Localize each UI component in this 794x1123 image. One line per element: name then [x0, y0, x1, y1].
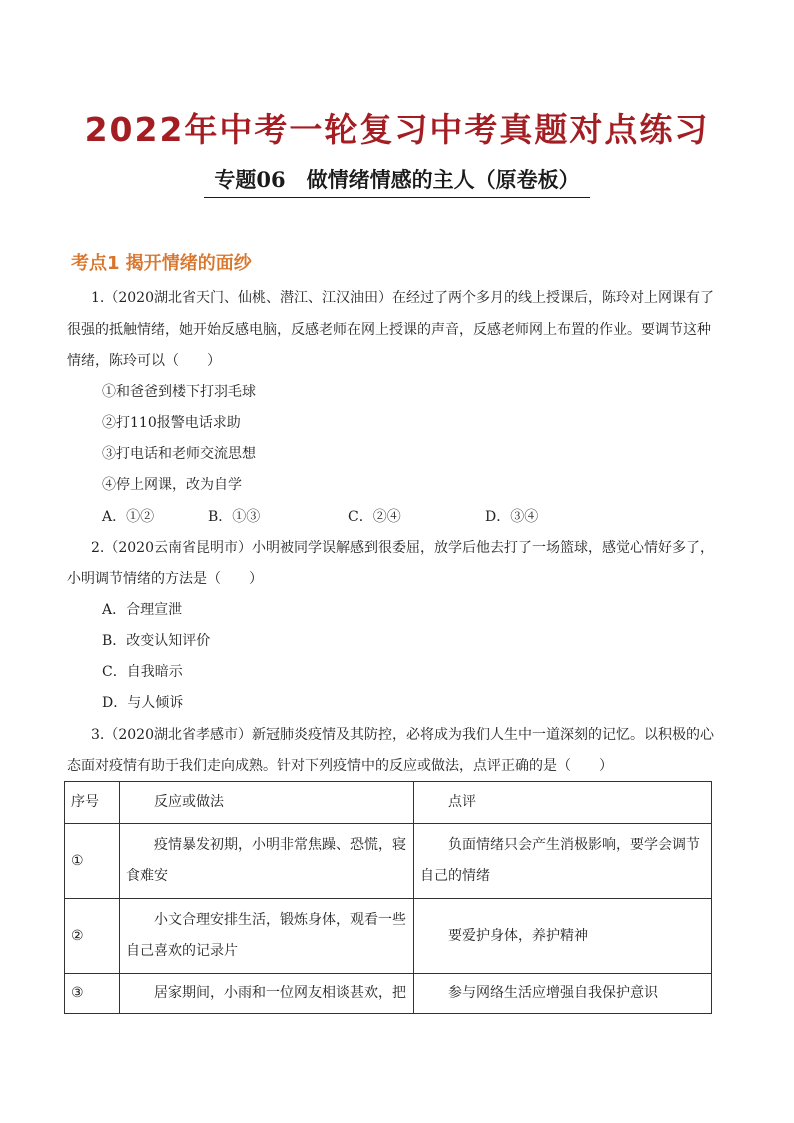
row-comment-text: 参与网络生活应增强自我保护意识: [448, 985, 658, 1001]
header-comment: [414, 782, 712, 824]
row-action-text: 疫情暴发初期，小明非常焦躁、恐慌，寝食难安: [126, 837, 406, 884]
q3-line-2: 态面对疫情有助于我们走向成熟。针对下列疫情中的反应或做法，点评正确的是（ ）: [67, 758, 613, 774]
q1-option-c[interactable]: C．②④: [348, 509, 401, 525]
q1-option-d[interactable]: D．③④: [485, 509, 539, 525]
row-comment: [414, 824, 712, 899]
row-comment: [414, 974, 712, 1014]
q1-option-a[interactable]: A．①②: [102, 509, 155, 525]
header-comment-label: 点评: [448, 794, 476, 810]
q2-line-1: 2.（2020云南省昆明市）小明被同学误解感到很委屈，放学后他去打了一场篮球，感觉心情好多了，: [91, 540, 714, 556]
q2-option-a[interactable]: A．合理宣泄: [102, 602, 183, 618]
q1-line-2: 很强的抵触情绪，她开始反感电脑，反感老师在网上授课的声音，反感老师网上布置的作业。要调节这种: [67, 322, 711, 338]
row-comment: [414, 899, 712, 974]
row-action: [120, 899, 414, 974]
header-action-label: 反应或做法: [154, 794, 224, 810]
q3-line-1: 3.（2020湖北省孝感市）新冠肺炎疫情及其防控，必将成为我们人生中一道深刻的记忆。以积极的心: [91, 727, 714, 743]
header-action: [120, 782, 414, 824]
table-header-row: [65, 782, 712, 824]
q1-line-3: 情绪，陈玲可以（ ）: [67, 353, 221, 369]
section-heading: 考点1 揭开情绪的面纱: [71, 253, 252, 274]
row-action-text: 小文合理安排生活，锻炼身体，观看一些自己喜欢的记录片: [126, 912, 406, 959]
row-no: ③: [65, 974, 120, 1014]
row-action: [120, 974, 414, 1014]
table-row: [65, 974, 712, 1014]
q2-option-d[interactable]: D．与人倾诉: [102, 695, 184, 711]
header-no: 序号: [65, 782, 120, 824]
q1-item-3: ③打电话和老师交流思想: [102, 446, 256, 462]
table-row: [65, 899, 712, 974]
q1-line-1: 1.（2020湖北省天门、仙桃、潜江、江汉油田）在经过了两个多月的线上授课后，陈玲对上网课有了: [91, 290, 714, 306]
row-no: ①: [65, 824, 120, 899]
q1-item-2: ②打110报警电话求助: [102, 415, 241, 431]
row-comment-text: 负面情绪只会产生消极影响，要学会调节自己的情绪: [420, 837, 700, 884]
page-subtitle: 专题06 做情绪情感的主人（原卷板）: [204, 164, 589, 198]
row-action: [120, 824, 414, 899]
q1-item-4: ④停上网课，改为自学: [102, 477, 242, 493]
q2-line-2: 小明调节情绪的方法是（ ）: [67, 571, 263, 587]
row-action-text: 居家期间，小雨和一位网友相谈甚欢，把: [154, 985, 406, 1001]
table-row: [65, 824, 712, 899]
q1-option-b[interactable]: B．①③: [208, 509, 261, 525]
row-comment-text: 要爱护身体，养护精神: [448, 927, 588, 944]
row-no: ②: [65, 899, 120, 974]
page-title: 2022年中考一轮复习中考真题对点练习: [84, 110, 710, 149]
q2-option-c[interactable]: C．自我暗示: [102, 664, 183, 680]
q2-option-b[interactable]: B．改变认知评价: [102, 633, 211, 649]
q3-table: [64, 781, 712, 1014]
q1-item-1: ①和爸爸到楼下打羽毛球: [102, 384, 256, 400]
